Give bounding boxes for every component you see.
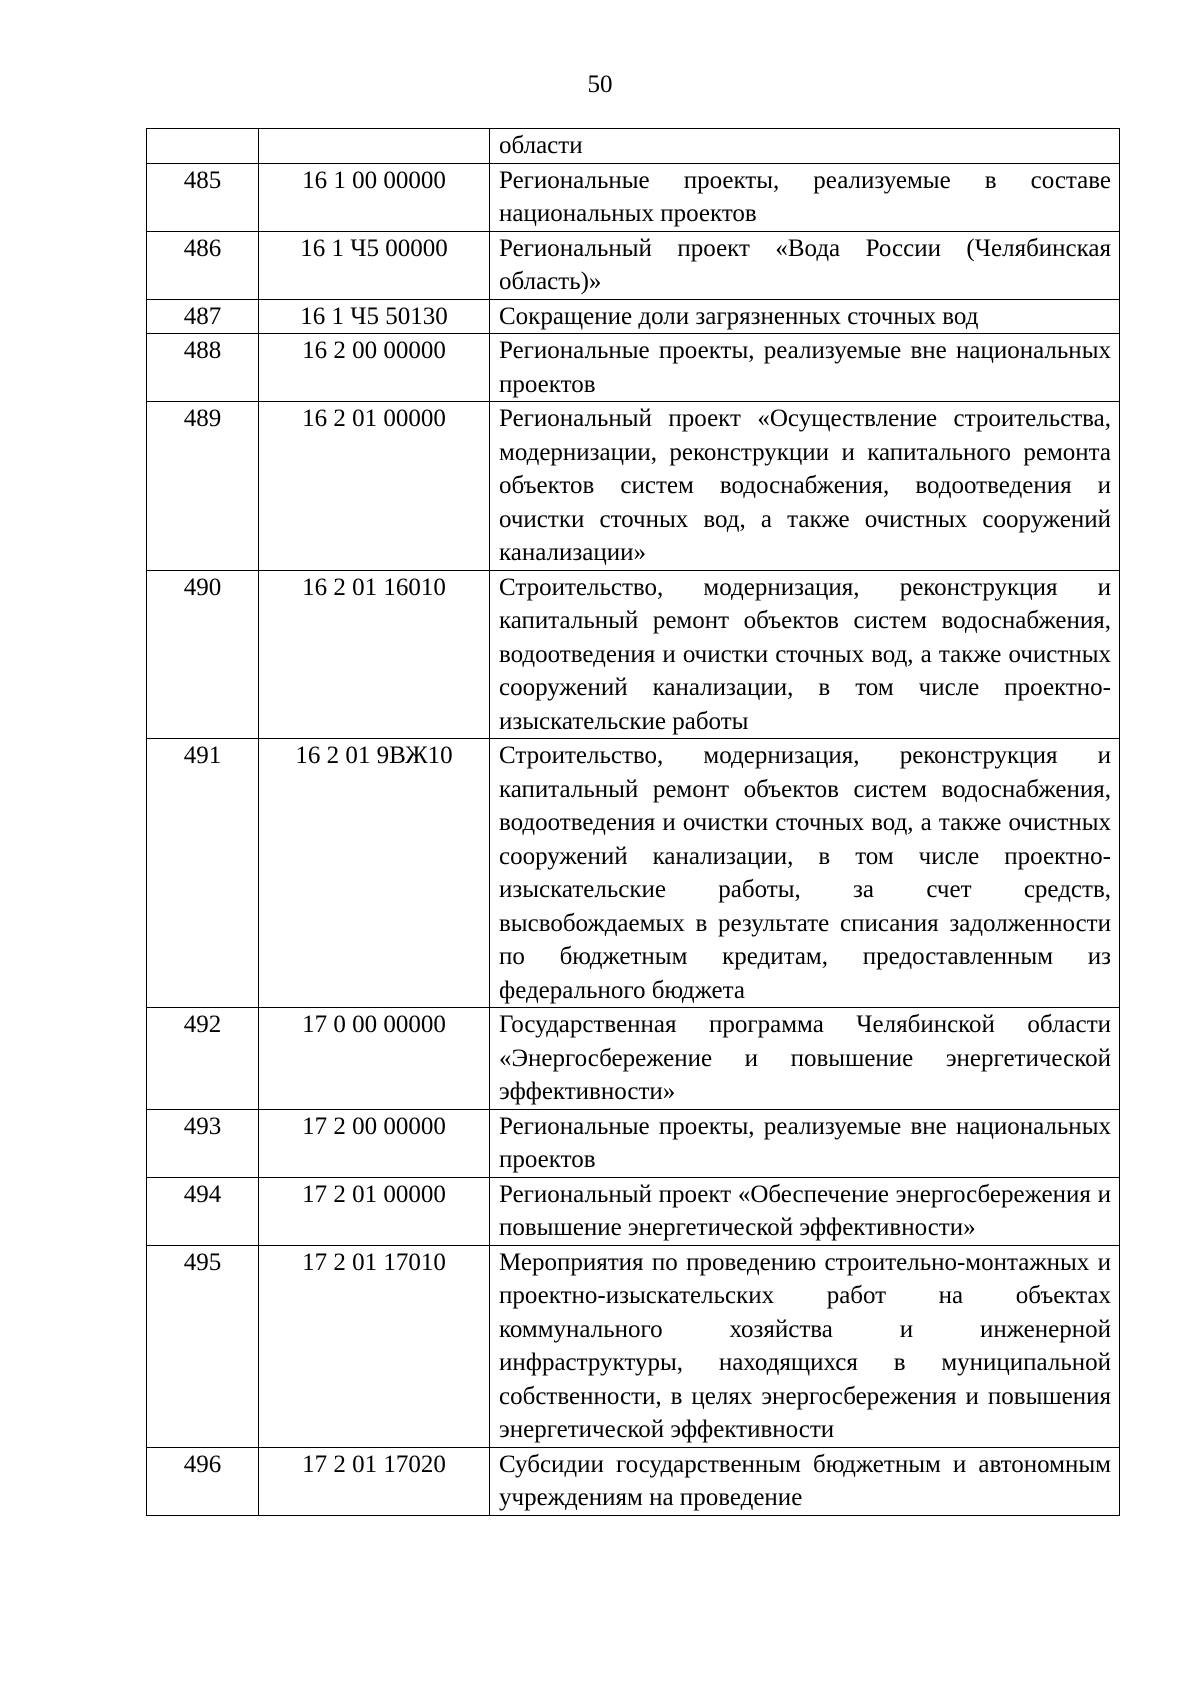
table-body [147,129,1120,1516]
budget-code: 16 2 01 00000 [259,402,490,571]
row-description: Региональный проект «Обеспечение энергосбережения и повышение энергетической эффективности» [490,1177,1120,1245]
row-number: 494 [147,1177,259,1245]
row-description: Мероприятия по проведению строительно-монтажных и проектно-изыскательских работ на объектах коммунального хозяйства и инженерной инфраструктуры, находящихся в муниципальной собственности, в целях энергосбережения и повышения энергетической эффективности [490,1245,1120,1447]
row-description: Региональные проекты, реализуемые вне национальных проектов [490,334,1120,402]
budget-code: 17 2 01 00000 [259,1177,490,1245]
budget-code: 17 2 01 17020 [259,1447,490,1515]
budget-code: 17 2 00 00000 [259,1109,490,1177]
budget-code: 16 2 01 16010 [259,570,490,739]
table-row [147,1008,1120,1110]
budget-code: 16 2 01 9ВЖ10 [259,739,490,1008]
table-row [147,163,1120,231]
table-row [147,299,1120,334]
table-row [147,129,1120,164]
row-description: Строительство, модернизация, реконструкция и капитальный ремонт объектов систем водоснабжения, водоотведения и очистки сточных вод, а также очистных сооружений канализации, в том числе проектно-изыскательские работы, за счет средств, высвобождаемых в результате списания задолженности по бюджетным кредитам, предоставленным из федерального бюджета [490,739,1120,1008]
budget-code-table [146,128,1120,1516]
row-number: 493 [147,1109,259,1177]
row-description: Региональный проект «Осуществление строительства, модернизации, реконструкции и капитального ремонта объектов систем водоснабжения, водоотведения и очистки сточных вод, а также очистных сооружений канализации» [490,402,1120,571]
table-row [147,334,1120,402]
table-row [147,1447,1120,1515]
budget-code: 16 1 Ч5 00000 [259,231,490,299]
row-number: 492 [147,1008,259,1110]
row-number: 488 [147,334,259,402]
row-description: Региональные проекты, реализуемые вне национальных проектов [490,1109,1120,1177]
row-description: области [490,129,1120,164]
row-number: 489 [147,402,259,571]
row-description: Субсидии государственным бюджетным и автономным учреждениям на проведение [490,1447,1120,1515]
row-number: 486 [147,231,259,299]
table-row [147,1109,1120,1177]
row-number: 491 [147,739,259,1008]
table-row [147,570,1120,739]
row-number: 495 [147,1245,259,1447]
table-row [147,402,1120,571]
row-number: 485 [147,163,259,231]
budget-code: 17 0 00 00000 [259,1008,490,1110]
row-description: Региональный проект «Вода России (Челябинская область)» [490,231,1120,299]
budget-code: 16 1 00 00000 [259,163,490,231]
row-number: 490 [147,570,259,739]
page-number: 50 [587,71,613,98]
row-number [147,129,259,164]
row-number: 496 [147,1447,259,1515]
budget-code: 16 1 Ч5 50130 [259,299,490,334]
row-description: Строительство, модернизация, реконструкция и капитальный ремонт объектов систем водоснабжения, водоотведения и очистки сточных вод, а также очистных сооружений канализации, в том числе проектно-изыскательские работы [490,570,1120,739]
budget-code [259,129,490,164]
table-row [147,1177,1120,1245]
row-number: 487 [147,299,259,334]
row-description: Государственная программа Челябинской области «Энергосбережение и повышение энергетической эффективности» [490,1008,1120,1110]
table-row [147,1245,1120,1447]
row-description: Сокращение доли загрязненных сточных вод [490,299,1120,334]
budget-code: 17 2 01 17010 [259,1245,490,1447]
table-row [147,231,1120,299]
row-description: Региональные проекты, реализуемые в составе национальных проектов [490,163,1120,231]
table-row [147,739,1120,1008]
budget-code: 16 2 00 00000 [259,334,490,402]
